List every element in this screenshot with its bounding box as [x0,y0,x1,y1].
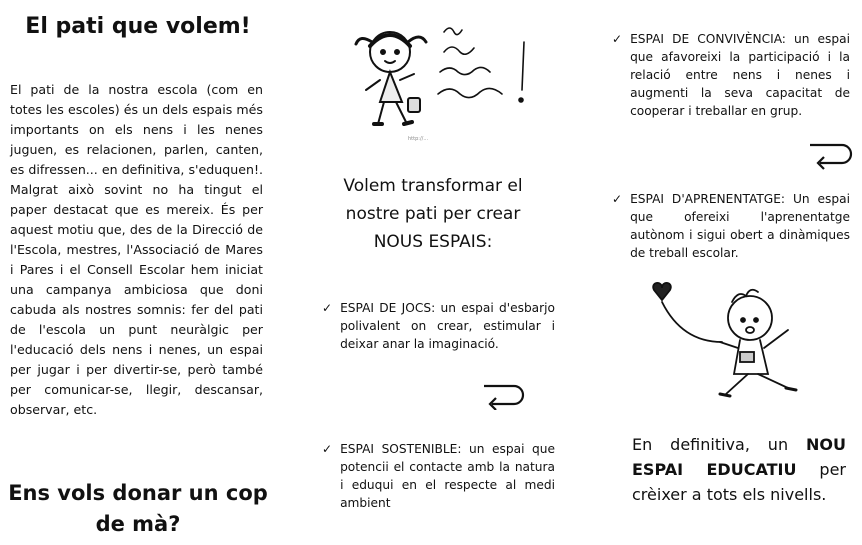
list-item [612,190,850,262]
lead-line-3: NOUS ESPAIS: [373,232,493,252]
svg-text:http://...: http://... [408,136,429,142]
item-espai-aprenentatge: ESPAI D'APRENENTATGE: Un espai que ofereixi l'aprenentatge autònom i sigui obert a dinàmiques de treball escolar. [630,192,850,260]
panel-right [590,0,862,545]
lead-line-2: nostre pati per crear [345,204,521,224]
child-with-balloon-illustration [640,278,835,408]
page-title: El pati que volem! [25,14,251,39]
intro-paragraph: El pati de la nostra escola (com en totes les escoles) és un dels espais més importants on els nens i les nenes juguen, es relacionen, parlen, canten, es difressen... en definitiva, s'eduquen!. Malgrat això sovint no ha tingut el paper destacat que es mereix. És per aquest motiu que, des de la Direcció de l'Escola, mestres, l'Associació de Mares i Pares i el Consell Escolar hem iniciat una campanya ambiciosa que doni cabuda als nostres somnis: fer del pati de l'escola un punt neuràlgic per l'educació dels nens i nenes, un espai per jugar i per divertir-se, però també per comunicar-se, llegir, descansar, observar, etc. [10,82,263,417]
list-item [322,440,555,512]
panel-left [0,0,275,545]
item-espai-jocs: ESPAI DE JOCS: un espai d'esbarjo polivalent on crear, estimular i deixar anar la imaginació. [340,301,555,351]
closing-statement [632,432,846,507]
check-icon: ✓ [612,32,623,46]
list-item [612,30,850,120]
curved-arrow-icon [806,137,858,171]
lead-line-1: Volem transformar el [343,176,523,196]
closing-text-end: per crèixer a tots els nivells. [632,460,846,504]
list-item [322,299,555,353]
closing-emphasis: NOU ESPAI EDUCATIU [632,435,846,479]
curved-arrow-icon [480,378,530,410]
lead-text [308,172,558,256]
check-icon: ✓ [322,442,333,456]
check-icon: ✓ [612,192,623,206]
check-icon: ✓ [322,301,333,315]
girl-walking-illustration [348,12,548,147]
item-espai-convivencia: ESPAI DE CONVIVÈNCIA: un espai que afavoreixi la participació i la relació entre nens i nenes i augmenti la seva capacitat de cooperar i treballar en grup. [630,32,850,118]
call-to-action-heading: Ens vols donar un cop de mà? [8,481,268,536]
item-espai-sostenible: ESPAI SOSTENIBLE: un espai que potencii el contacte amb la natura i eduqui en el respecte al medi ambient [340,442,555,510]
closing-text-start: En definitiva, un [632,435,789,454]
panel-middle [290,0,575,545]
